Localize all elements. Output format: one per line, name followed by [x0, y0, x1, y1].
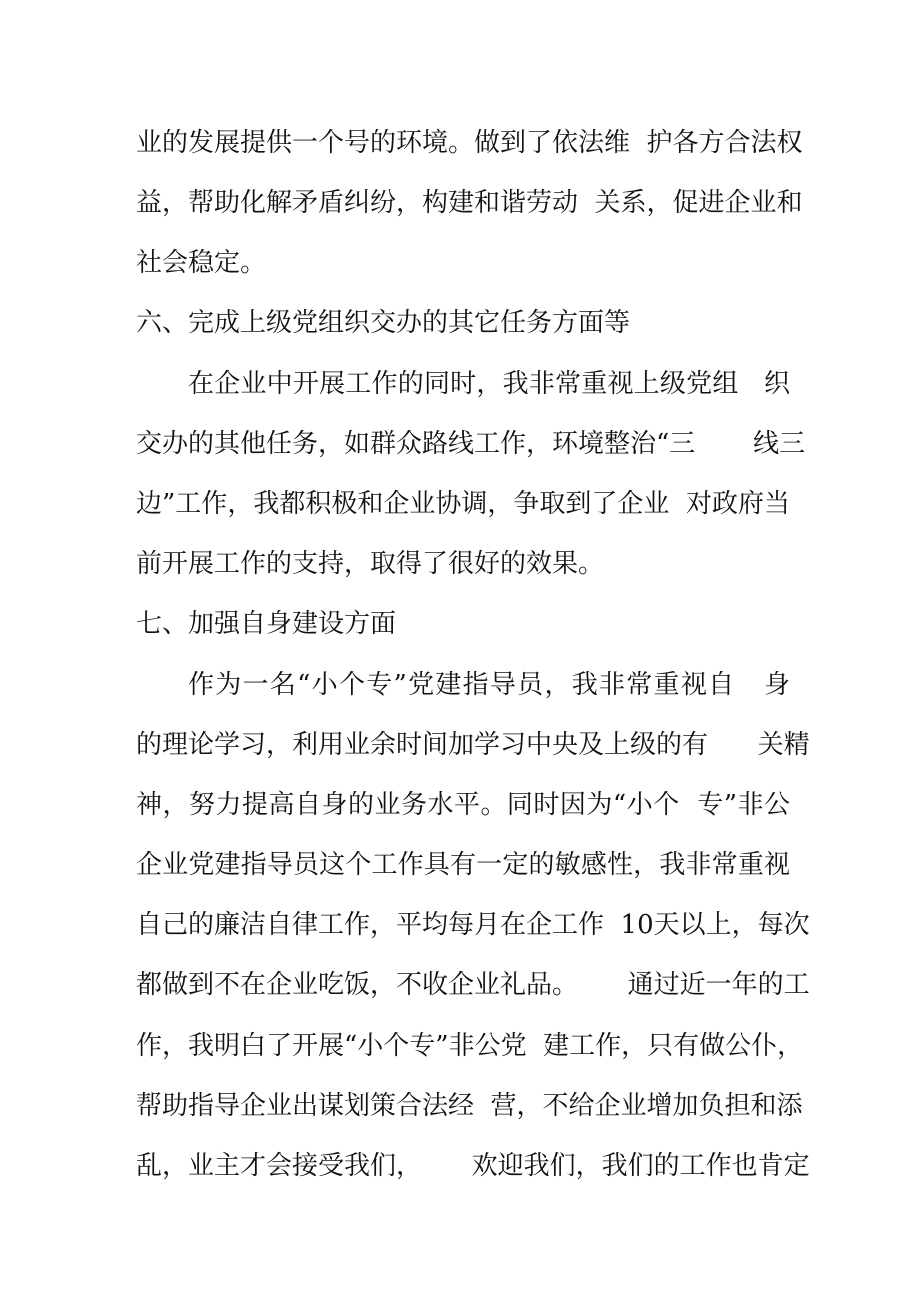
text-line-6: 交办的其他任务，如群众路线工作，环境整治“三 线三: [136, 429, 806, 459]
text-line-3: 社会稳定。: [136, 248, 267, 278]
text-line-10: 作为一名“小个专”党建指导员，我非常重视自 身: [188, 670, 790, 700]
text-line-5: 在企业中开展工作的同时，我非常重视上级党组 织: [188, 369, 790, 399]
text-line-1: 业的发展提供一个号的环境。做到了依法维 护各方合法权: [136, 128, 803, 158]
section-heading-seven: 七、加强自身建设方面: [136, 609, 397, 639]
text-line-2: 益，帮助化解矛盾纠纷，构建和谐劳动 关系，促进企业和: [136, 188, 803, 218]
text-line-11: 的理论学习，利用业余时间加学习中央及上级的有 关精: [136, 730, 810, 760]
text-line-18: 乱，业主才会接受我们， 欢迎我们，我们的工作也肯定: [136, 1151, 810, 1181]
text-line-16: 作，我明白了开展“小个专”非公党 建工作，只有做公仆，: [136, 1031, 804, 1061]
text-line-8: 前开展工作的支持，取得了很好的效果。: [136, 549, 605, 579]
text-line-15: 都做到不在企业吃饭，不收企业礼品。 通过近一年的工: [136, 970, 810, 1000]
text-line-7: 边”工作，我都积极和企业协调，争取到了企业 对政府当: [136, 489, 790, 519]
text-line-17: 帮助指导企业出谋划策合法经 营，不给企业增加负担和添: [136, 1091, 803, 1121]
text-line-13: 企业党建指导员这个工作具有一定的敏感性，我非常重视: [136, 850, 790, 880]
section-heading-six: 六、完成上级党组织交办的其它任务方面等: [136, 308, 631, 338]
text-line-14: 自己的廉洁自律工作，平均每月在企工作 10天以上，每次: [136, 910, 810, 940]
text-line-12: 神，努力提高自身的业务水平。同时因为“小个 专”非公: [136, 790, 790, 820]
